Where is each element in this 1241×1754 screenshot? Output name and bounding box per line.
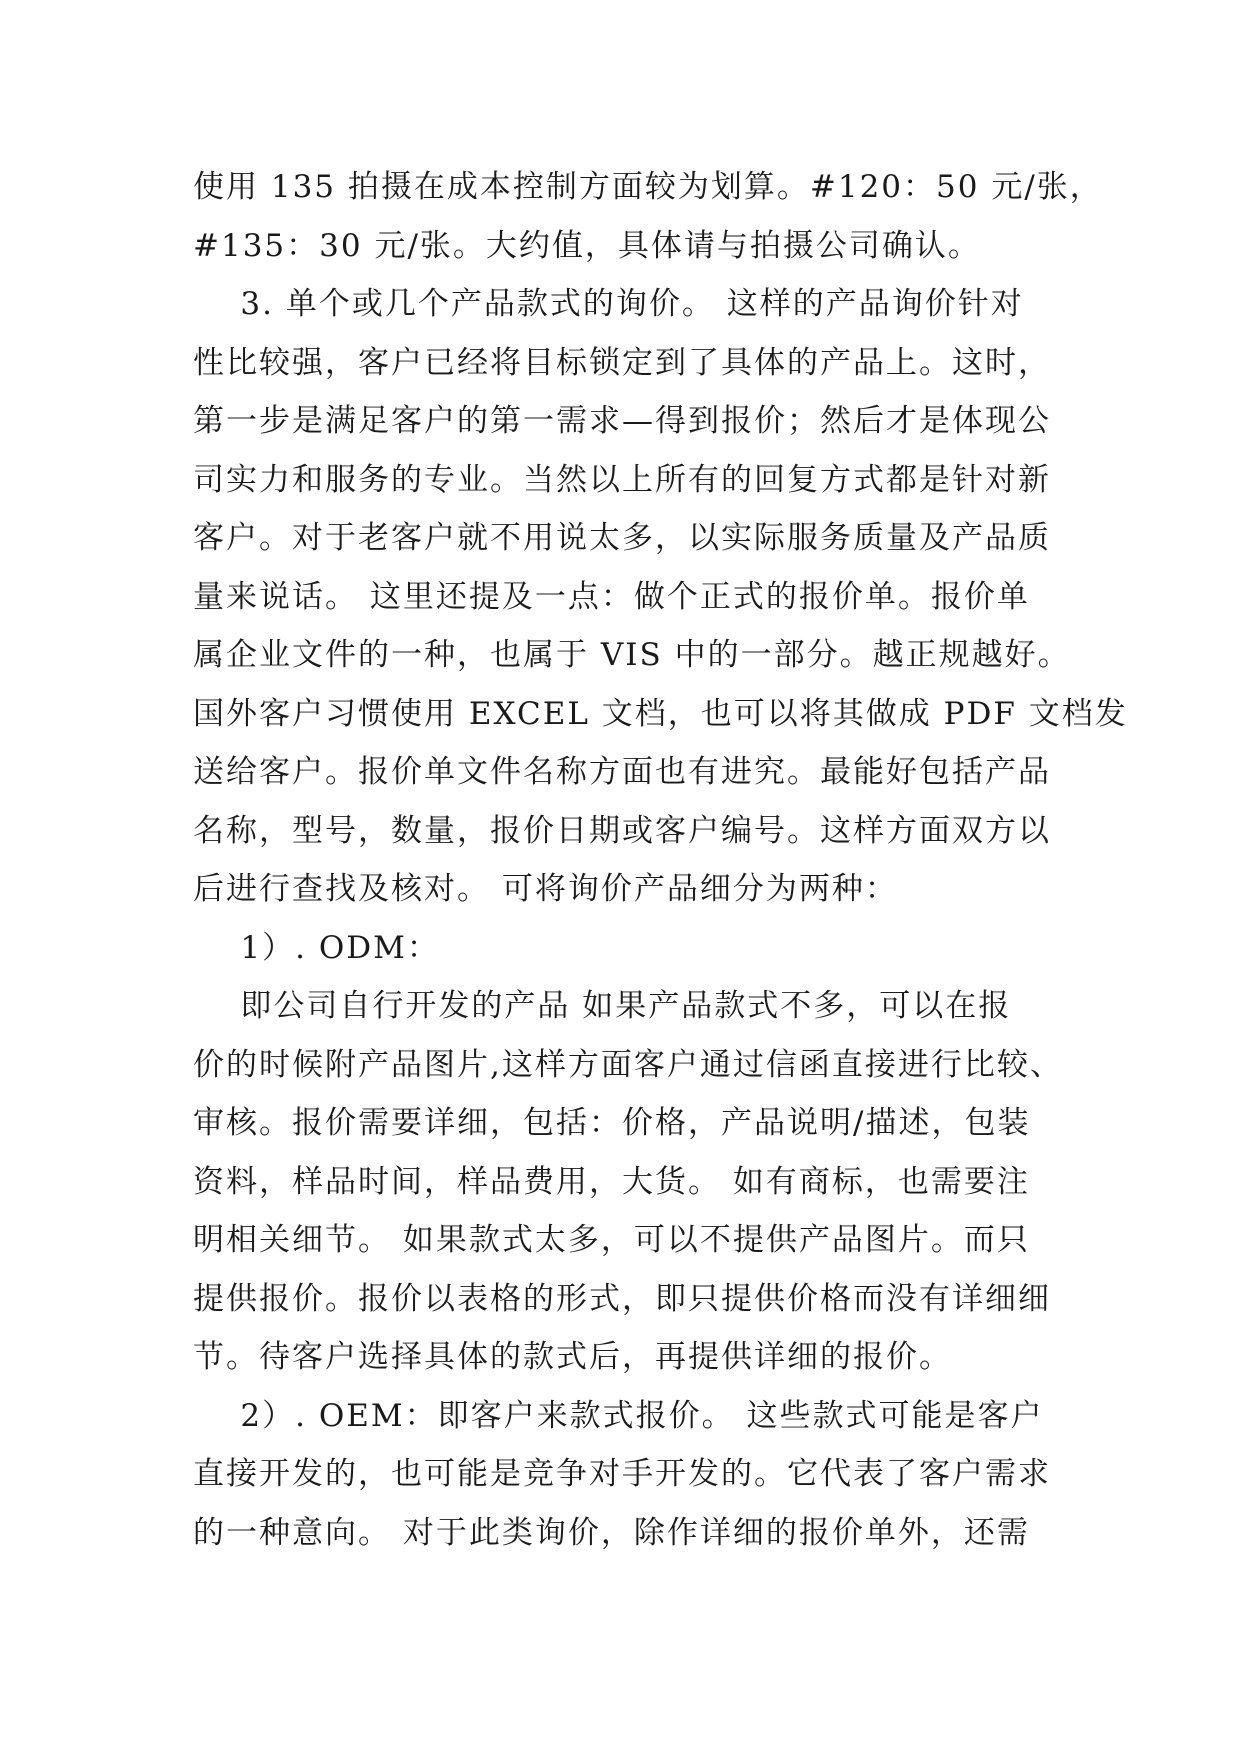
text-line: 国外客户习惯使用 EXCEL 文档，也可以将其做成 PDF 文档发 (193, 695, 1128, 732)
text-line: 价的时候附产品图片,这样方面客户通过信函直接进行比较、 (193, 1046, 1063, 1083)
text-line: 送给客户。报价单文件名称方面也有进究。最能好包括产品 (193, 754, 1051, 790)
text-line: #135：30 元/张。大约值，具体请与拍摄公司确认。 (193, 227, 981, 264)
text-line: 即公司自行开发的产品 如果产品款式不多，可以在报 (193, 988, 1012, 1024)
text-line: 直接开发的，也可能是竞争对手开发的。它代表了客户需求 (193, 1456, 1051, 1492)
text-line: 节。待客户选择具体的款式后，再提供详细的报价。 (193, 1339, 952, 1375)
text-line: 1）. ODM： (193, 929, 440, 966)
text-line: 司实力和服务的专业。当然以上所有的回复方式都是针对新 (193, 461, 1051, 498)
text-line: 使用 135 拍摄在成本控制方面较为划算。#120：50 元/张， (193, 169, 1103, 205)
body-text (193, 158, 1128, 1562)
text-line: 性比较强，客户已经将目标锁定到了具体的产品上。这时， (193, 344, 1051, 381)
text-line: 客户。对于老客户就不用说太多，以实际服务质量及产品质 (193, 520, 1051, 556)
text-line: 提供报价。报价以表格的形式，即只提供价格而没有详细细 (193, 1280, 1051, 1317)
text-line: 2）. OEM：即客户来款式报价。 这些款式可能是客户 (193, 1397, 1044, 1434)
text-line: 量来说话。 这里还提及一点：做个正式的报价单。报价单 (193, 578, 1030, 615)
text-line: 属企业文件的一种，也属于 VIS 中的一部分。越正规越好。 (193, 637, 1071, 673)
text-line: 明相关细节。 如果款式太多，可以不提供产品图片。而只 (193, 1222, 1030, 1258)
text-line: 3. 单个或几个产品款式的询价。 这样的产品询价针对 (193, 286, 1024, 322)
text-line: 的一种意向。 对于此类询价，除作详细的报价单外，还需 (193, 1514, 1030, 1551)
text-line: 资料，样品时间，样品费用，大货。 如有商标，也需要注 (193, 1163, 1030, 1200)
text-line: 名称，型号，数量，报价日期或客户编号。这样方面双方以 (193, 812, 1051, 849)
text-line: 审核。报价需要详细，包括：价格，产品说明/描述，包装 (193, 1105, 1031, 1141)
text-line: 后进行查找及核对。 可将询价产品细分为两种： (193, 871, 898, 907)
text-line: 第一步是满足客户的第一需求—得到报价；然后才是体现公 (193, 403, 1051, 439)
